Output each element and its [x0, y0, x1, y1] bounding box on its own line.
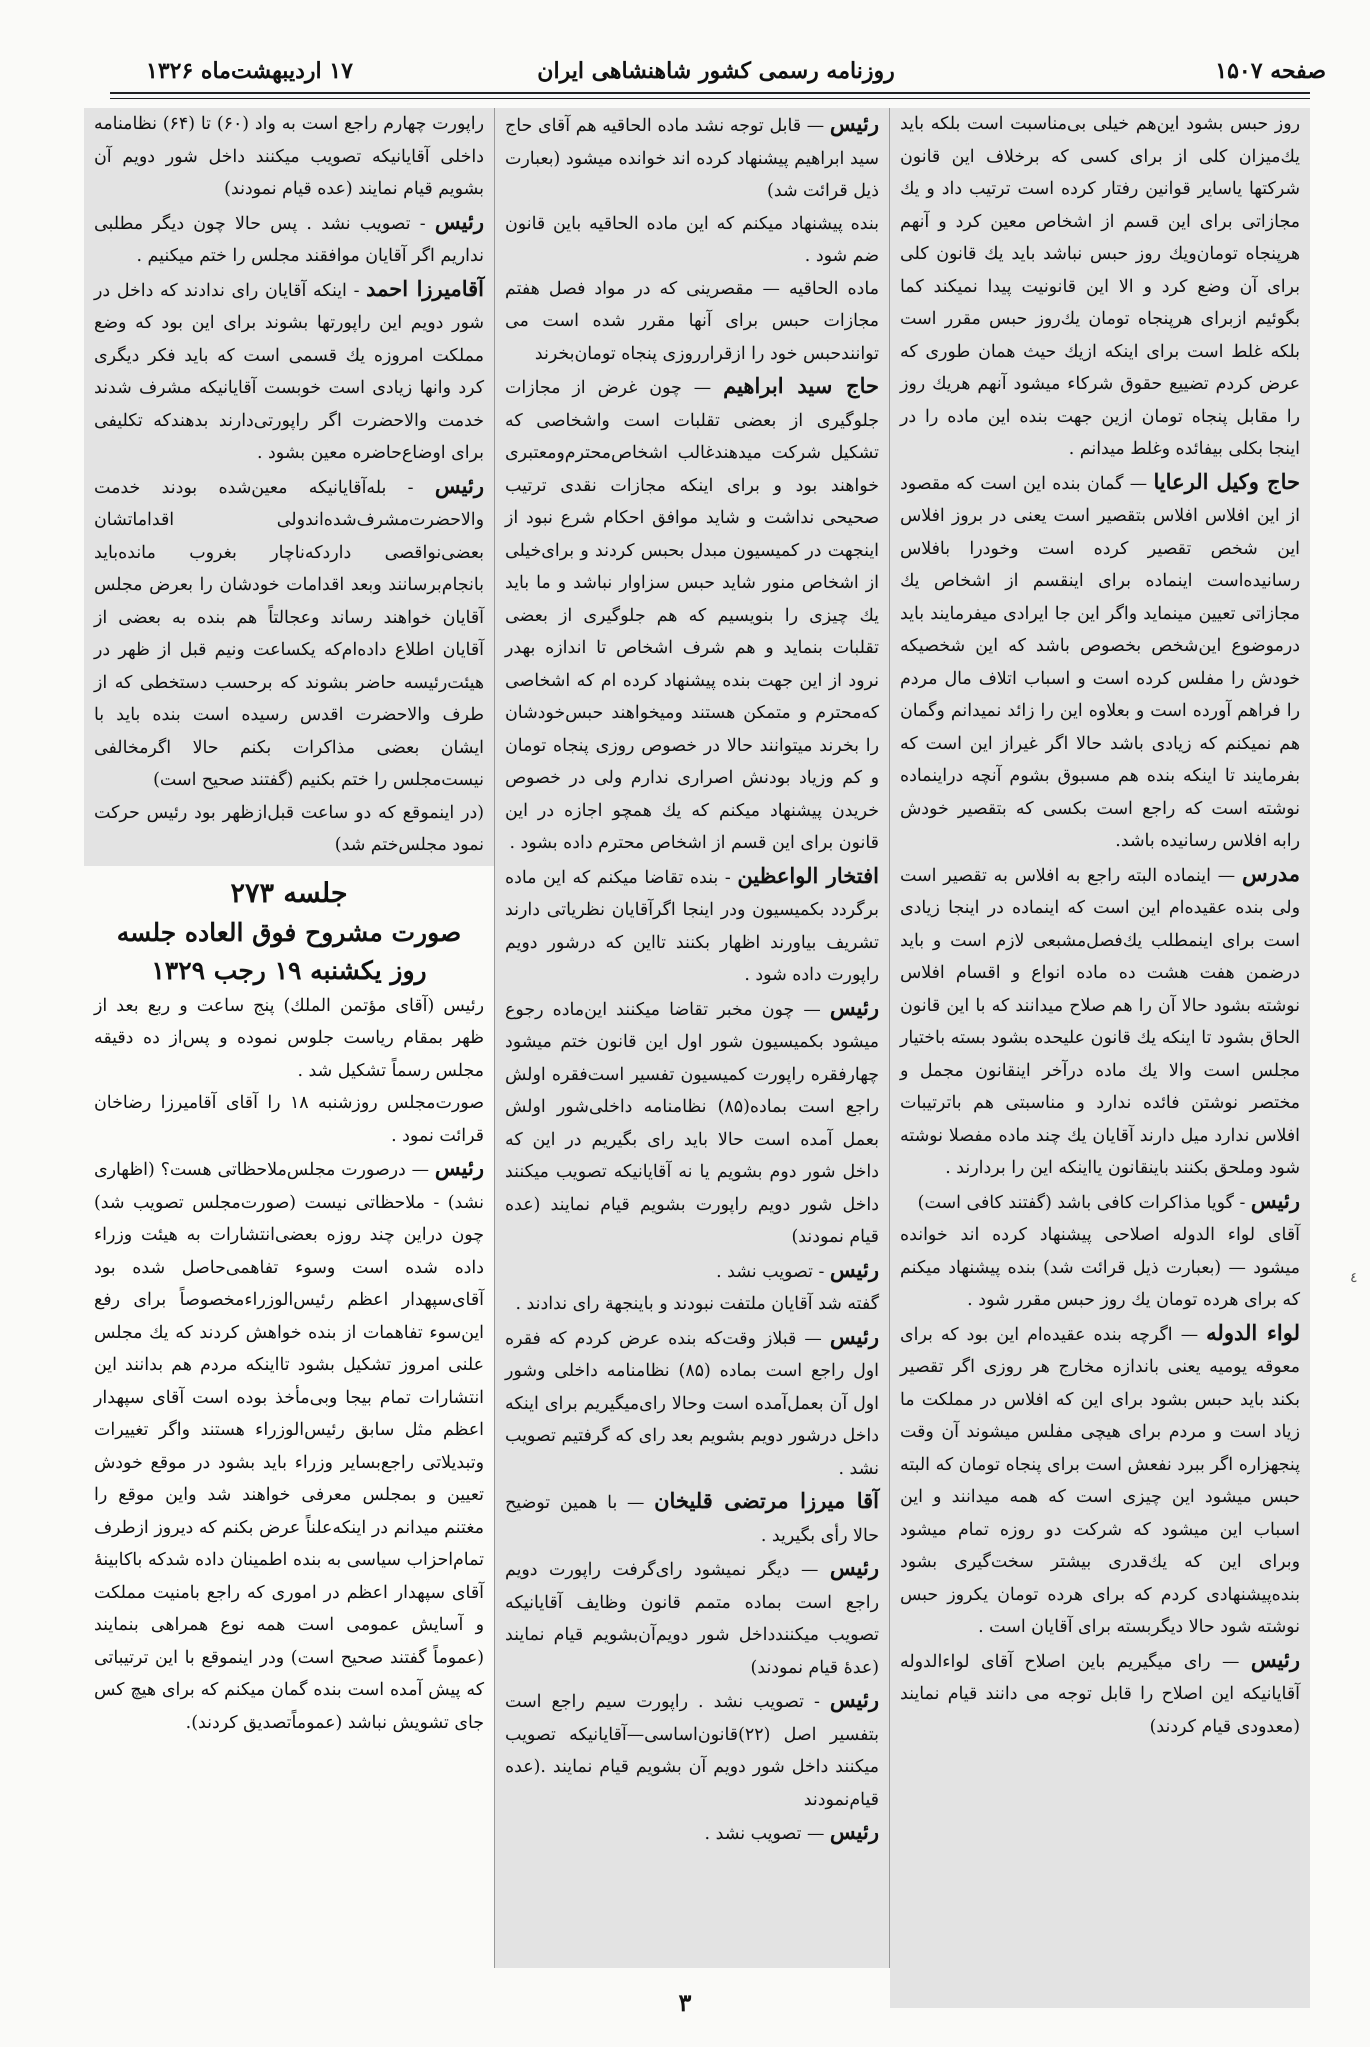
header-rule-thin [110, 98, 1310, 99]
paragraph-text: — قابل توجه نشد ماده الحاقیه هم آقای حاج سید ابراهیم پیشنهاد کرده اند خوانده میشود (بعبارت ذیل قرائت شد) [505, 116, 879, 201]
speaker-name: لواء الدوله [1206, 1319, 1301, 1345]
paragraph-text: — اگرچه بنده عقیده‌ام این بود که برای معوقه یومیه یعنی باندازه مخارج هر روزی اگر تقصیر بکند باید حبس بشود برای این که افلاس در مملکت ما زیاد است و مردم برای هیچی مفلس میشوند آن وقت پنجهزاره اگر ببرد نفعش است برای پنجاه تومان که البته حبس میشود این چیزی است که همه میدانند و این اسباب این میشود که شرکت دو روزه تمام میشود وبرای این که یك‌قدری بیشتر سخت‌گیری بشود بنده‌پیشنهادی کردم که برای هرده تومان یکروز حبس نوشته شود حالا دیگربسته برای آقایان است . [900, 1324, 1300, 1637]
paragraph [900, 1644, 1300, 1744]
header-rule [110, 92, 1310, 94]
paragraph-text: - بله‌آقایانیکه معین‌شده بودند خدمت والاحضرت‌مشرف‌شده‌اندولی اقداماتشان بعضی‌نواقصی داردکه‌ناچار بغروب مانده‌باید بانجام‌برسانند وبعد اقدامات خودشان را بعرض مجلس آقایان خواهند رساند وعجالتاً هم بنده به بعضی از آقایان اطلاع داده‌ام‌که یکساعت ونیم قبل از ظهر در هیئت‌رئیسه حاضر بشوند که برحسب دستخطی که از طرف والاحضرت اقدس رسیده است بنده باید با ایشان بعضی مذاکرات بکنم حالا اگرمخالفی نیست‌مجلس را ختم بکنیم (گفتند صحیح است) [94, 477, 484, 790]
speaker-name: رئیس [1250, 1646, 1301, 1672]
paragraph [900, 108, 1300, 466]
paragraph-text: — رای میگیریم باین اصلاح آقای لواءالدوله آقایانیکه این اصلاح را قابل توجه می دانند قیام نمایند (معدودی قیام کردند) [900, 1651, 1300, 1737]
newspaper-title: روزنامه رسمی کشور شاهنشاهی ایران [537, 58, 895, 84]
paragraph [505, 1552, 879, 1684]
paragraph [505, 1684, 879, 1816]
paragraph-text: راپورت چهارم راجع است به واد (۶۰) تا (۶۴) نظامنامه داخلی آقایانیکه تصویب میکنند داخل شور دویم آن بشویم قیام نمایند (عده قیام نمودند) [94, 114, 485, 199]
speaker-name: رئیس [434, 208, 485, 234]
paragraph-text: — درصورت مجلس‌ملاحظاتی هست؟ (اظهاری نشد) - ملاحظاتی نیست (صورت‌مجلس تصویب شد) چون دراین چند روزه بعضی‌انتشارات به هیئت وزراء داده شده است وسوء تفاهمی‌حاصل شده بود آقای‌سپهدار اعظم رئیس‌الوزراءمخصوصاً برای رفع این‌سوء تفاهمات از بنده خواهش کردند که یك مجلس علنی امروز تشکیل بشود تااینکه مردم هم بدانند این انتشارات تمام بیجا وبی‌مأخذ بوده است آقای سپهدار اعظم مثل سابق رئیس‌الوزراء هستند واگر تغییرات وتبدیلاتی راجع‌بسایر وزراء باید بشود در موقع خودش تعیین و بمجلس معرفی خواهند شد واین موقع را مغتنم میدانم در اینکه‌علناً عرض بکنم که دیروز ازطرف تمام‌احزاب سیاسی به بنده اطمینان داده شدکه باکابینهٔ آقای سپهدار اعظم در اموری که راجع بامنیت مملکت و آسایش عمومی است همه نوع همراهی بنمایند (عموماً گفتند صحیح است) ودر اینموقع با این ترتیباتی که پیش آمده است بنده گمان میکنم که برای هیچ کس جای تشویش نباشد (عموماًتصدیق کردند). [94, 1160, 484, 1733]
paragraph [94, 206, 484, 273]
paragraph-text: (در اینموقع که دو ساعت قبل‌ازظهر بود رئیس حرکت نمود مجلس‌ختم شد) [94, 802, 484, 855]
column-middle [494, 108, 890, 1968]
paragraph-text: — چون مخبر تقاضا میکنند این‌ماده رجوع میشود بکمیسیون شور اول این قانون ختم میشود چهارفقره راپورت کمیسیون تفسیر است‌فقره اولش راجع است بماده(۸۵) نظامنامه داخلی‌شور اولش بعمل آمده است حالا باید رای بگیریم در این که داخل شور دوم بشویم یا نه آقایانیکه تصویب میکنند داخل شور دویم راپورت بشویم قیام نمایند (عده قیام نمودند) [505, 999, 879, 1247]
paragraph [900, 1219, 1300, 1317]
column-left-session-text [94, 990, 484, 1740]
paragraph [505, 1321, 879, 1486]
paragraph [94, 108, 484, 206]
paragraph [94, 273, 484, 470]
paragraph [505, 370, 879, 860]
page-header [66, 50, 1366, 96]
speaker-name: رئیس [829, 1687, 879, 1712]
speaker-name: رئیس [829, 1256, 879, 1282]
speaker-name: رئیس [1250, 1187, 1300, 1213]
page-folio: ۳ [678, 1988, 692, 2017]
paragraph-text: گفته شد آقایان ملتفت نبودند و باینجهة رای ندادند . [515, 1294, 879, 1314]
speaker-name: رئیس [829, 1323, 880, 1349]
speaker-name: مدرس [1241, 860, 1301, 886]
paragraph-text: — قبلاز وقت‌که بنده عرض کردم که فقره اول راجع است بماده (۸۵) نظامنامه داخلی وشور اول آن بعمل‌آمده است وحالا رای‌میگیریم برای اینکه داخل درشور دویم بشویم بعد رای که گرفتیم تصویب نشد . [505, 1328, 879, 1479]
paragraph [505, 1485, 879, 1552]
paragraph-text: رئیس (آقای مؤتمن الملك) پنج ساعت و ربع بعد از ظهر بمقام ریاست جلوس نموده و پس‌از ده دقیقه مجلس رسماً تشکیل شد . [94, 995, 484, 1081]
paragraph-text: — اینماده البته راجع به افلاس به تقصیر است ولی بنده عقیده‌ام این است که اینماده در اینجا زیادی است برای اینمطلب یك‌فصل‌مشبعی لازم است و باید درضمن هفت هشت ده ماده انواع و اقسام افلاس نوشته بشود حالا آن را هم صلاح میدانند که با این قانون الحاق بشود تا اینکه یك قانون علیحده بشود بسته باختیار مجلس است والا یك ماده درآخر اینقانون مجمل و مختصر نوشتن فائده ندارد و مناسبتی هم باترتیبات افلاس ندارد میل دارند آقایان یك چند ماده مفصلا نوشته شود وملحق بکنند باینقانون یااینکه این را بردارند . [900, 865, 1300, 1178]
paragraph-text: — گمان بنده این است که مقصود از این افلاس افلاس بتقصیر است یعنی در بروز افلاس این شخص تقصیر کرده است وخودرا بافلاس رسانیده‌است اینماده برای اینقسم از اشخاص یك مجازاتی تعیین مینماید واگر این جا ایرادی میفرمایند باید درموضوع این‌شخص بخصوص باشد که این شخصیکه خودش را مفلس کرده است و اسباب اتلاف مال مردم را فراهم آورده است و بعلاوه این را زائد نمیدانم وگمان هم نمیکنم که زیادی باشد حالا اگر غیراز این است که بفرمایند تا اینکه بنده هم مسبوق بشوم آنچه دراینماده نوشته است که راجع است بکسی که بتقصیر خودش رابه افلاس رسانیده باشد. [900, 473, 1300, 851]
paragraph [505, 1254, 879, 1289]
paragraph-text: - تصویب نشد . پس حالا چون دیگر مطلبی نداریم اگر آقایان موافقند مجلس را ختم میکنیم . [94, 213, 484, 266]
paragraph-text: - اینکه آقایان رای ندادند که داخل در شور دویم این راپورتها بشوند برای این بود که وضع مملکت امروزه یك قسمی است که باید فکر دیگری کرد وانها زیادی است خوبست آقایانیکه مشرف شدند خدمت والاحضرت اگر راپورتی‌دارند بدهندکه تکلیفی برای اوضاع‌حاضره معین بشود . [94, 280, 484, 463]
paragraph [505, 860, 879, 992]
paragraph-text: روز حبس بشود این‌هم خیلی بی‌مناسبت است بلکه باید یك‌میزان کلی از برای کسی که برخلاف این قانون شرکتها یاسایر قوانین رفتار کرده است ترتیب داد و یك مجازاتی برای این قسم از اشخاص معین کرد و آنهم هرپنجاه تومان‌ویك روز حبس نباشد باید یك قانون کلی برای آن وضع کرد و الا این قانونیت پیدا نمیکند کما بگوئیم ازبرای هرپنجاه تومان یك‌روز حبس مقرر است بلکه غلط است برای اینکه ازیك حیث همان طوری که عرض کردم تضییع حقوق شرکاء میشود آنهم هریك روز را مقابل پنجاه تومان ازین جهت بنده این ماده را در اینجا بکلی بیفائده وغلط میدانم . [900, 114, 1300, 459]
column-left [84, 108, 494, 1948]
paragraph [900, 466, 1300, 858]
speaker-name: رئیس [434, 472, 484, 498]
page-number: صفحه ۱۵۰۷ [1215, 58, 1326, 84]
paragraph-text: — تصویب نشد . [704, 1824, 825, 1844]
paragraph [94, 470, 484, 797]
paragraph-text: بنده پیشنهاد میکنم که این ماده الحاقیه باین قانون ضم شود . [505, 213, 879, 266]
speaker-name: رئیس [829, 1819, 879, 1844]
speaker-name: حاج سید ابراهیم [723, 373, 879, 398]
paragraph-text: — دیگر نمیشود رای‌گرفت راپورت دویم راجع است بماده متمم قانون وظایف آقایانیکه تصویب میکنندداخل شور دویم‌آن‌بشویم قیام نمایند (عدهٔ قیام نمودند) [505, 1560, 879, 1678]
paragraph [505, 273, 879, 371]
speaker-name: رئیس [829, 1555, 880, 1580]
session-subtitle: صورت مشروح فوق العاده جلسه [116, 917, 462, 947]
paragraph-text: آقای لواء الدوله اصلاحی پیشنهاد کرده اند خوانده میشود — (بعبارت ذیل قرائت شد) بنده پیشنهاد میکنم که برای هرده تومان یك روز حبس مقرر شود . [900, 1225, 1300, 1310]
paragraph-text: - تصویب نشد . راپورت سیم راجع است بتفسیر اصل (۲۲)قانون‌اساسی—آقایانیکه تصویب میکنند داخل شور دویم آن بشویم قیام نمایند .(عده قیام‌نمودند [505, 1692, 879, 1810]
paragraph [94, 1152, 484, 1739]
paragraph [505, 108, 879, 208]
paragraph [505, 1288, 879, 1321]
paragraph-text: - گویا مذاکرات کافی باشد (گفتند کافی است) [917, 1192, 1246, 1213]
speaker-name: رئیس [434, 1155, 484, 1180]
session-title: جلسه ۲۷۳ [230, 877, 348, 909]
paragraph-text: - بنده تقاضا میکنم که این ماده برگردد بکمیسیون ودر اینجا اگرآقایان نظریاتی دارند تشریف بیاورند اظهار بکنند تااین که درشور دویم راپورت داده شود . [505, 867, 879, 985]
speaker-name: افتخار الواعظین [737, 862, 879, 888]
speaker-name: رئیس [829, 111, 880, 136]
paragraph-text: - تصویب نشد . [716, 1261, 825, 1282]
paragraph [505, 208, 879, 273]
column-left-shaded-block [84, 108, 494, 866]
paragraph-text: — با همین توضیح حالا رأی بگیرید . [505, 1493, 879, 1546]
column-right [890, 108, 1310, 2008]
paragraph [94, 797, 484, 862]
speaker-name: حاج وکیل الرعایا [1153, 468, 1300, 494]
paragraph [505, 992, 879, 1254]
paragraph [94, 1087, 484, 1152]
paragraph-text: — چون غرض از مجازات جلوگیری از بعضی تقلبات است واشخاصی که تشکیل شرکت میدهندغالب اشخاص‌محترم‌ومعتبری خواهند بود و برای اینکه مجازات نقدی ترتیب صحیحی نداشت و شاید موافق احکام شرع نبود از اینجهت در کمیسیون مبدل بحبس کردند و برای‌خیلی از اشخاص منور شاید حبس سزاوار نباشد و ما باید یك چیزی را بنویسیم که هم جلوگیری از بعضی تقلبات بنماید و هم شرف اشخاص تا اندازه بهدر نرود از این جهت بنده پیشنهاد کرده ام که اشخاصی که‌محترم و متمکن هستند ومیخواهند حبس‌خودشان را بخرند میتوانند حالا در خصوص روزی پنجاه تومان و کم وزیاد بودنش اصراری ندارم ولی در خصوص خریدن پیشنهاد میکنم که یك همچو اجازه در این قانون برای این قسم از اشخاص محترم داده بشود . [505, 378, 879, 853]
issue-date: ۱۷ اردیبهشت‌ماه ۱۳۲۶ [146, 58, 353, 84]
paragraph-text: ماده الحاقیه — مقصرینی که در مواد فصل هفتم مجازات حبس برای آنها مقرر شده است می توانندحبس خود را ازقرارروزی پنجاه تومان‌بخرند [505, 278, 879, 364]
session-date: روز یکشنبه ۱۹ رجب ۱۳۲۹ [151, 955, 427, 985]
speaker-name: آقامیرزا احمد [366, 275, 485, 301]
paragraph [900, 1185, 1300, 1220]
speaker-name: آقا میرزا مرتضی قلیخان [654, 1488, 880, 1513]
margin-mark: ٤ [1350, 1270, 1358, 1286]
paragraph [900, 858, 1300, 1185]
paragraph [900, 1317, 1300, 1644]
paragraph [505, 1816, 879, 1851]
paragraph-text: صورت‌مجلس روزشنبه ۱۸ را آقای آقامیرزا رضاخان قرائت نمود . [94, 1093, 484, 1146]
paragraph [94, 990, 484, 1088]
speaker-name: رئیس [829, 994, 879, 1020]
